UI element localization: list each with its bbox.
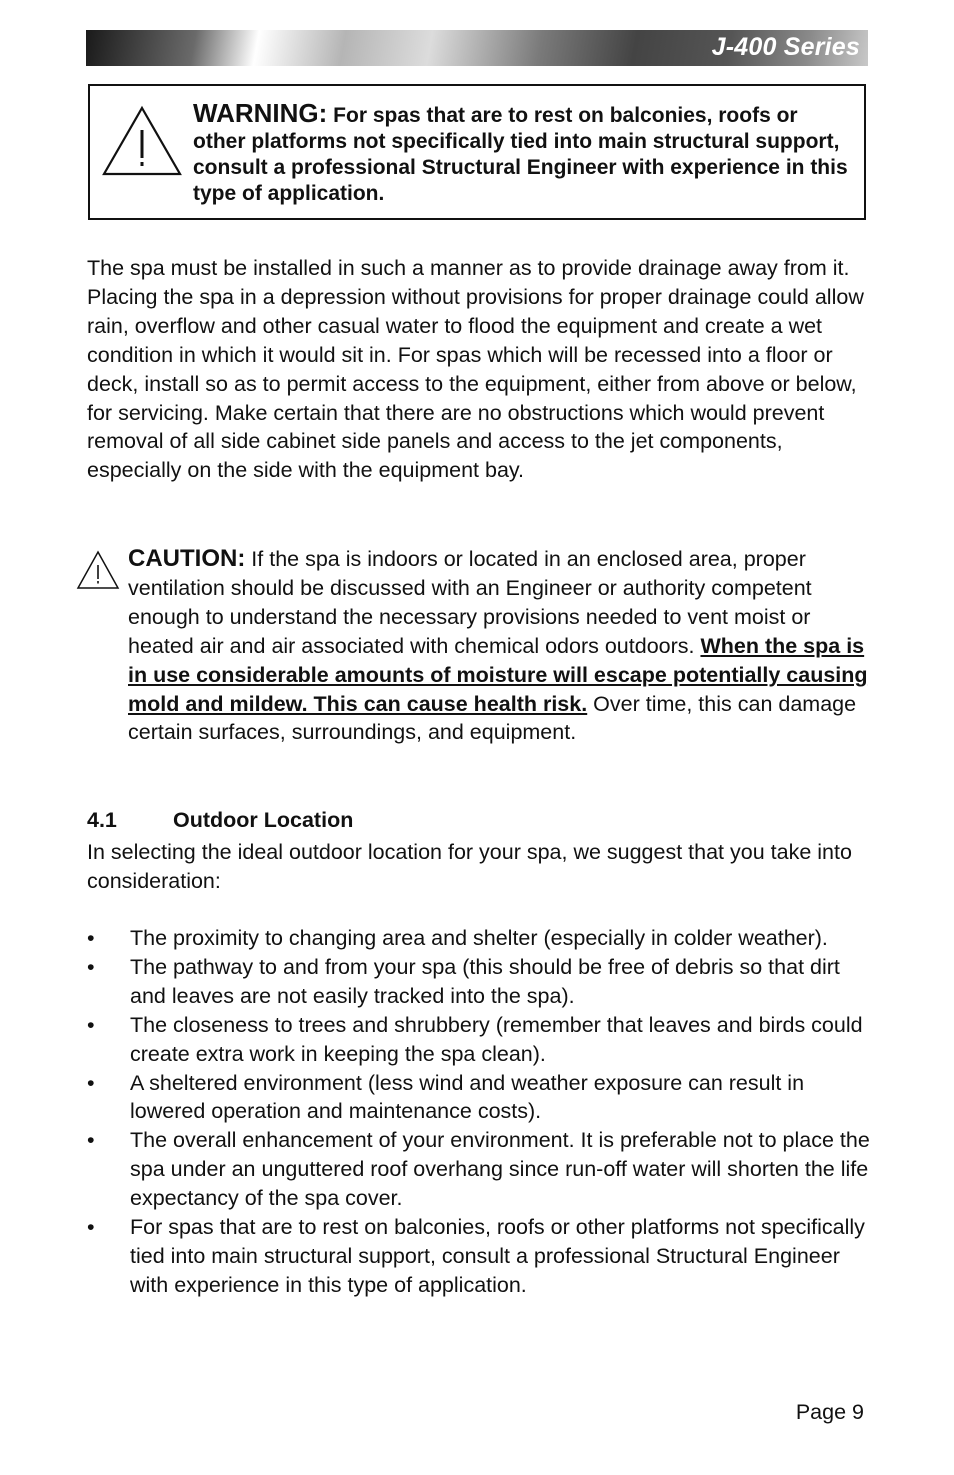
warning-label: WARNING: xyxy=(193,98,328,128)
bullet-icon: • xyxy=(87,1070,95,1095)
header-bar xyxy=(86,30,868,66)
caution-text-after: Over time, this can damage certain surfaces, surroundings, and equipment. xyxy=(128,691,857,745)
warning-text xyxy=(193,100,853,207)
list-item xyxy=(87,1213,872,1300)
list-item-text: The pathway to and from your spa (this should be free of debris so that dirt and leaves are not easily tracked into the spa). xyxy=(130,954,840,1008)
list-item-text: For spas that are to rest on balconies, roofs or other platforms not specifically tied into main structural support, consult a professional Structural Engineer with experience in this type of application. xyxy=(130,1215,865,1297)
caution-label: CAUTION: xyxy=(128,545,246,572)
list-item-text: A sheltered environment (less wind and weather exposure can result in lowered operation and maintenance costs). xyxy=(130,1070,805,1124)
bullet-icon: • xyxy=(87,1128,95,1153)
bullet-icon: • xyxy=(87,1215,95,1240)
caution-text xyxy=(128,545,873,747)
list-item-text: The overall enhancement of your environment. It is preferable not to place the spa under an unguttered roof overhang since run-off water will shorten the life expectancy of the spa cover. xyxy=(130,1128,870,1211)
warning-triangle-icon xyxy=(100,104,184,178)
list-item xyxy=(87,1069,872,1127)
section-title: Outdoor Location xyxy=(173,808,354,832)
caution-triangle-icon xyxy=(76,550,120,590)
bullet-icon: • xyxy=(87,926,95,950)
list-item-text: The closeness to trees and shrubbery (remember that leaves and birds could create extra work in keeping the spa clean). xyxy=(130,1012,863,1066)
section-number: 4.1 xyxy=(87,808,117,832)
page-number: Page 9 xyxy=(795,1400,864,1424)
bullet-icon: • xyxy=(87,1012,95,1037)
warning-message: For spas that are to rest on balconies, roofs or other platforms not specifically tied into main structural support, consult a professional Structural Engineer with experience in this type of application. xyxy=(193,104,848,205)
series-title: J-400 Series xyxy=(711,33,860,61)
caution-text-before: If the spa is indoors or located in an enclosed area, proper ventilation should be discussed with an Engineer or authority competent enough to understand the necessary provisions needed to vent moist or heated air and air associated with chemical odors outdoors. xyxy=(128,547,812,658)
list-item xyxy=(87,953,872,1011)
list-item xyxy=(87,924,872,953)
list-item xyxy=(87,1011,872,1069)
bullet-list xyxy=(87,924,872,1300)
section-intro: In selecting the ideal outdoor location for your spa, we suggest that you take into consideration: xyxy=(87,840,852,893)
list-item xyxy=(87,1126,872,1213)
drainage-paragraph: The spa must be installed in such a manner as to provide drainage away from it. Placing the spa in a depression without provisions for proper drainage could allow rain, overflow and other casual water to flood the equipment and create a wet condition in which it would sit in. For spas which will be recessed into a floor or deck, install so as to permit access to the equipment, either from above or below, for servicing. Make certain that there are no obstructions which would prevent removal of all side cabinet side panels and access to the jet components, especially on the side with the equipment bay. xyxy=(87,256,864,483)
caution-emphasis: When the spa is in use considerable amounts of moisture will escape potentially causing mold and mildew. This can cause health risk. xyxy=(128,633,868,716)
list-item-text: The proximity to changing area and shelter (especially in colder weather). xyxy=(130,926,828,950)
section-heading xyxy=(87,806,353,834)
warning-box xyxy=(88,84,866,220)
bullet-icon: • xyxy=(87,954,95,979)
